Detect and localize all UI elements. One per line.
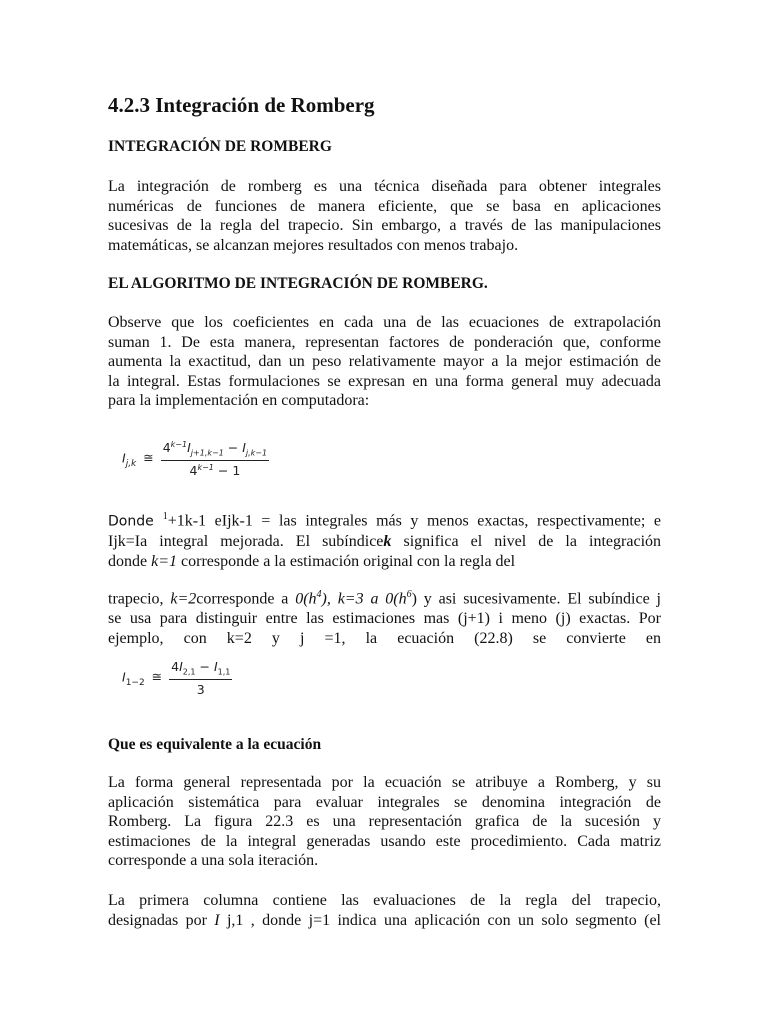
text-span: j,1 , donde j=1 indica una aplicación con un solo segmento (el bbox=[219, 911, 662, 929]
example-formula bbox=[122, 659, 232, 697]
section-heading-algorithm: EL ALGORITMO DE INTEGRACIÓN DE ROMBERG. bbox=[108, 275, 488, 292]
text-line: para la implementación en computadora: bbox=[108, 392, 370, 410]
text-span: Donde bbox=[108, 513, 163, 530]
paragraph-first-column bbox=[108, 891, 661, 930]
text-line: se usa para distinguir entre las estimaciones mas (j+1) i meno (j) exactas. Por bbox=[108, 609, 661, 627]
text-span: k bbox=[383, 532, 392, 550]
paragraph-trapecio bbox=[108, 585, 661, 648]
romberg-formula bbox=[122, 440, 269, 478]
num-coef-sup: k−1 bbox=[170, 440, 188, 449]
section-heading-equivalent: Que es equivalente a la ecuación bbox=[108, 736, 322, 753]
text-line: aplicación sistemática para evaluar integrales se denomina integración de bbox=[108, 793, 661, 811]
num-term1: I bbox=[179, 659, 183, 674]
text-line: Romberg. La figura 22.3 es una representación grafica de la sucesión y bbox=[108, 813, 661, 831]
den-base: 4 bbox=[189, 462, 198, 478]
text-span: donde bbox=[108, 552, 152, 570]
num-minus: − bbox=[195, 659, 214, 674]
formula-lhs: I bbox=[122, 450, 126, 466]
paragraph-where bbox=[108, 507, 661, 571]
text-span: Ijk=Ia integral mejorada. El subíndice bbox=[108, 532, 384, 550]
num-coef: 4 bbox=[171, 659, 180, 674]
text-span: 4 bbox=[316, 589, 322, 600]
text-span: ), k=3 a 0(h bbox=[321, 590, 407, 608]
text-span: trapecio, bbox=[108, 590, 171, 608]
page-title: 4.2.3 Integración de Romberg bbox=[108, 93, 375, 117]
den-sup: k−1 bbox=[197, 462, 214, 472]
text-line: la integral. Estas formulaciones se expresan en una forma general muy adecuada bbox=[108, 372, 661, 390]
text-span: 6 bbox=[406, 589, 412, 600]
num-term2: I bbox=[213, 659, 218, 674]
text-line: Observe que los coeficientes en cada una de las ecuaciones de extrapolación bbox=[108, 314, 661, 331]
text-line bbox=[108, 552, 661, 572]
text-line: ejemplo, con k=2 y j =1, la ecuación (22.8) se convierte en bbox=[108, 629, 661, 647]
paragraph-intro bbox=[108, 177, 661, 255]
text-span: ) y asi sucesivamente. El subíndice j bbox=[411, 590, 661, 608]
formula-lhs: I bbox=[122, 669, 126, 685]
text-line: numéricas de funciones de manera eficiente, que se basa en aplicaciones bbox=[108, 197, 661, 215]
approx-symbol: ≅ bbox=[143, 450, 154, 466]
text-span: corresponde a bbox=[196, 590, 296, 608]
num-term1-sub: j+1,k−1 bbox=[190, 448, 224, 458]
formula-fraction bbox=[169, 659, 232, 697]
text-line bbox=[108, 585, 661, 609]
num-coef: 4 bbox=[162, 440, 171, 456]
formula-denominator bbox=[190, 461, 241, 478]
text-span: k=2 bbox=[170, 590, 197, 608]
den-rest: − 1 bbox=[213, 462, 241, 478]
text-span: designadas por bbox=[108, 911, 215, 929]
text-span: I bbox=[214, 911, 220, 929]
formula-denominator: 3 bbox=[196, 681, 205, 697]
formula-lhs-sub: 1−2 bbox=[125, 677, 145, 688]
formula-fraction bbox=[161, 440, 269, 478]
text-line: La integración de romberg es una técnica diseñada para obtener integrales bbox=[108, 178, 661, 195]
text-line: corresponde a una sola iteración. bbox=[108, 852, 319, 870]
paragraph-coefficients bbox=[108, 313, 661, 411]
formula-numerator bbox=[169, 659, 232, 680]
text-line: estimaciones de la integral generadas usando este procedimiento. Cada matriz bbox=[108, 832, 661, 850]
num-minus: − bbox=[223, 440, 243, 456]
text-span: 0(h bbox=[295, 590, 317, 608]
section-heading-romberg: INTEGRACIÓN DE ROMBERG bbox=[108, 138, 332, 155]
text-line: matemáticas, se alcanzan mejores resultados con menos trabajo. bbox=[108, 236, 519, 254]
formula-lhs-sub: j,k bbox=[125, 458, 137, 469]
num-term2-sub: j,k−1 bbox=[245, 448, 268, 458]
formula-numerator bbox=[161, 440, 269, 461]
num-term1-sub: 2,1 bbox=[182, 667, 196, 677]
text-span: corresponde a la estimación original con la regla del bbox=[177, 552, 516, 570]
text-line bbox=[108, 532, 661, 552]
text-line: La primera columna contiene las evaluaciones de la regla del trapecio, bbox=[108, 892, 661, 909]
text-span: k=1 bbox=[151, 552, 178, 570]
approx-symbol: ≅ bbox=[151, 669, 163, 685]
text-line: La forma general representada por la ecuación se atribuye a Romberg, y su bbox=[108, 774, 661, 791]
text-span: 1 bbox=[162, 511, 168, 522]
text-line bbox=[108, 911, 661, 931]
text-span: +1k-1 eIjk-1 = las integrales más y menos exactas, respectivamente; e bbox=[167, 512, 661, 530]
num-term2: I bbox=[242, 440, 246, 456]
text-line: sucesivas de la regla del trapecio. Sin embargo, a través de las manipulaciones bbox=[108, 217, 661, 235]
text-line: aumenta la exactitud, dan un peso relativamente mayor a la mejor estimación de bbox=[108, 353, 661, 371]
text-line bbox=[108, 507, 661, 532]
num-term1: I bbox=[187, 440, 191, 456]
num-term2-sub: 1,1 bbox=[217, 667, 231, 677]
paragraph-general-form bbox=[108, 773, 661, 871]
text-span: significa el nivel de la integración bbox=[391, 532, 662, 550]
text-line: suman 1. De esta manera, representan factores de ponderación que, conforme bbox=[108, 333, 661, 351]
